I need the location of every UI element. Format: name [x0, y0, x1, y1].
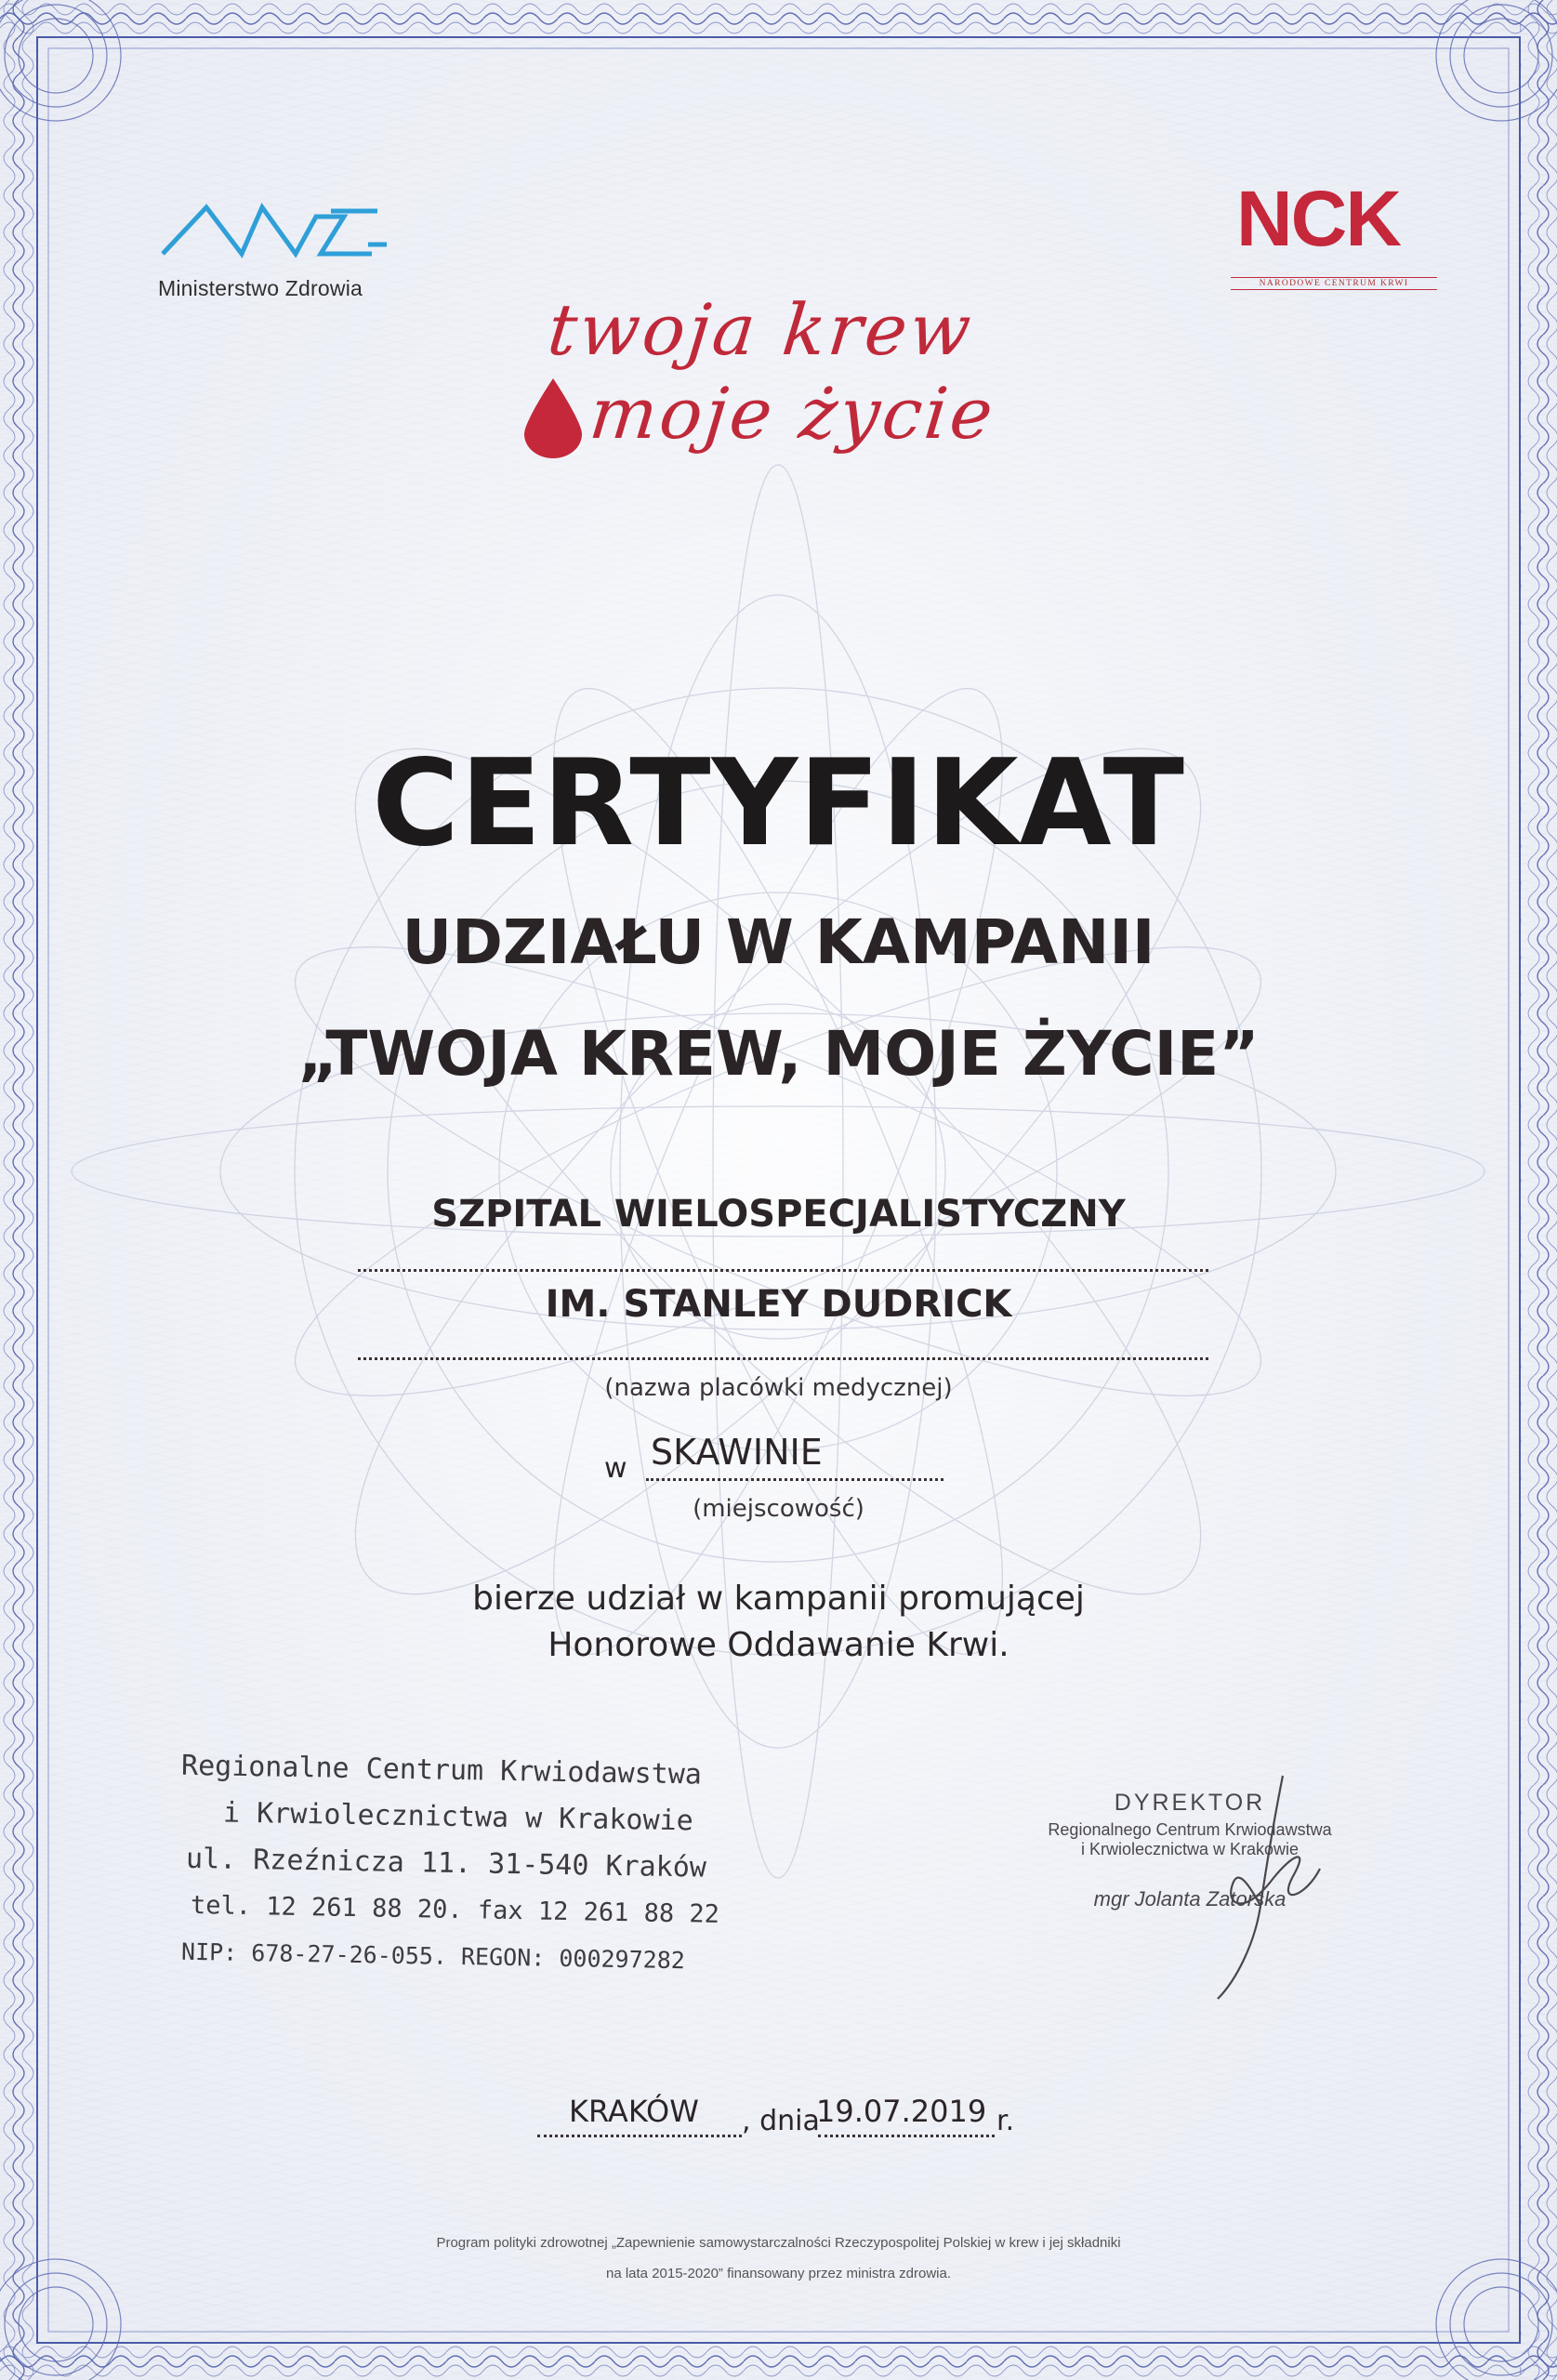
- certificate-subtitle-2: „TWOJA KREW, MOJE ŻYCIE”: [297, 1018, 1260, 1090]
- location-caption: (miejscowość): [693, 1495, 864, 1523]
- location-prefix: w: [604, 1452, 627, 1485]
- stamp-line: ul. Rzeźnicza 11. 31-540 Kraków: [185, 1842, 707, 1884]
- body-line-2: Honorowe Oddawanie Krwi.: [548, 1626, 1009, 1664]
- institution-stamp: [181, 1748, 739, 1980]
- stamp-line: tel. 12 261 88 20. fax 12 261 88 22: [190, 1890, 720, 1929]
- ministry-logo: [158, 191, 400, 311]
- campaign-line-1: twoja krew: [544, 288, 978, 371]
- footer-line-2: na lata 2015-2020” finansowany przez ministra zdrowia.: [605, 2266, 952, 2281]
- facility-name-line-2: IM. STANLEY DUDRICK: [545, 1283, 1012, 1326]
- dotted-line: [646, 1478, 943, 1481]
- location-value: SKAWINIE: [651, 1432, 823, 1473]
- nck-subtitle: NARODOWE CENTRUM KRWI: [1231, 277, 1437, 290]
- stamp-line: Regionalne Centrum Krwiodawstwa: [180, 1749, 703, 1792]
- place-value: KRAKÓW: [569, 2094, 699, 2129]
- certificate-title: CERTYFIKAT: [372, 734, 1185, 873]
- nck-wordmark: NCK: [1236, 175, 1400, 262]
- certificate-subtitle-1: UDZIAŁU W KAMPANII: [402, 906, 1155, 978]
- facility-caption: (nazwa placówki medycznej): [604, 1374, 953, 1402]
- director-line-2: Regionalnego Centrum Krwiodawstwa: [1048, 1820, 1332, 1839]
- director-title: DYREKTOR: [1114, 1790, 1266, 1816]
- date-suffix: r.: [996, 2105, 1015, 2137]
- dotted-line: [358, 1269, 1208, 1272]
- stamp-line: i Krwiolecznictwa w Krakowie: [222, 1796, 694, 1838]
- director-line-3: i Krwiolecznictwa w Krakowie: [1080, 1840, 1300, 1858]
- date-separator: , dnia: [742, 2105, 820, 2137]
- date-value: 19.07.2019: [816, 2094, 987, 2129]
- dotted-line: [537, 2135, 742, 2137]
- ministry-name: Ministerstwo Zdrowia: [158, 276, 363, 300]
- blood-drop-icon: [521, 377, 586, 460]
- campaign-logo: [521, 288, 1097, 465]
- ministry-mz-mark-icon: [158, 191, 390, 274]
- dotted-line: [818, 2135, 995, 2137]
- facility-name-line-1: SZPITAL WIELOSPECJALISTYCZNY: [431, 1193, 1126, 1236]
- body-line-1: bierze udział w kampanii promującej: [472, 1580, 1085, 1618]
- campaign-line-2: moje życie: [586, 372, 1000, 455]
- signature-icon: [1181, 1766, 1339, 2008]
- stamp-line: NIP: 678-27-26-055. REGON: 000297282: [180, 1937, 686, 1975]
- director-name: mgr Jolanta Zatorska: [1093, 1887, 1287, 1911]
- nck-logo: [1227, 177, 1441, 307]
- dotted-line: [358, 1357, 1208, 1360]
- footer-line-1: Program polityki zdrowotnej „Zapewnienie samowystarczalności Rzeczypospolitej Polskiej w krew i jej składniki: [436, 2235, 1121, 2251]
